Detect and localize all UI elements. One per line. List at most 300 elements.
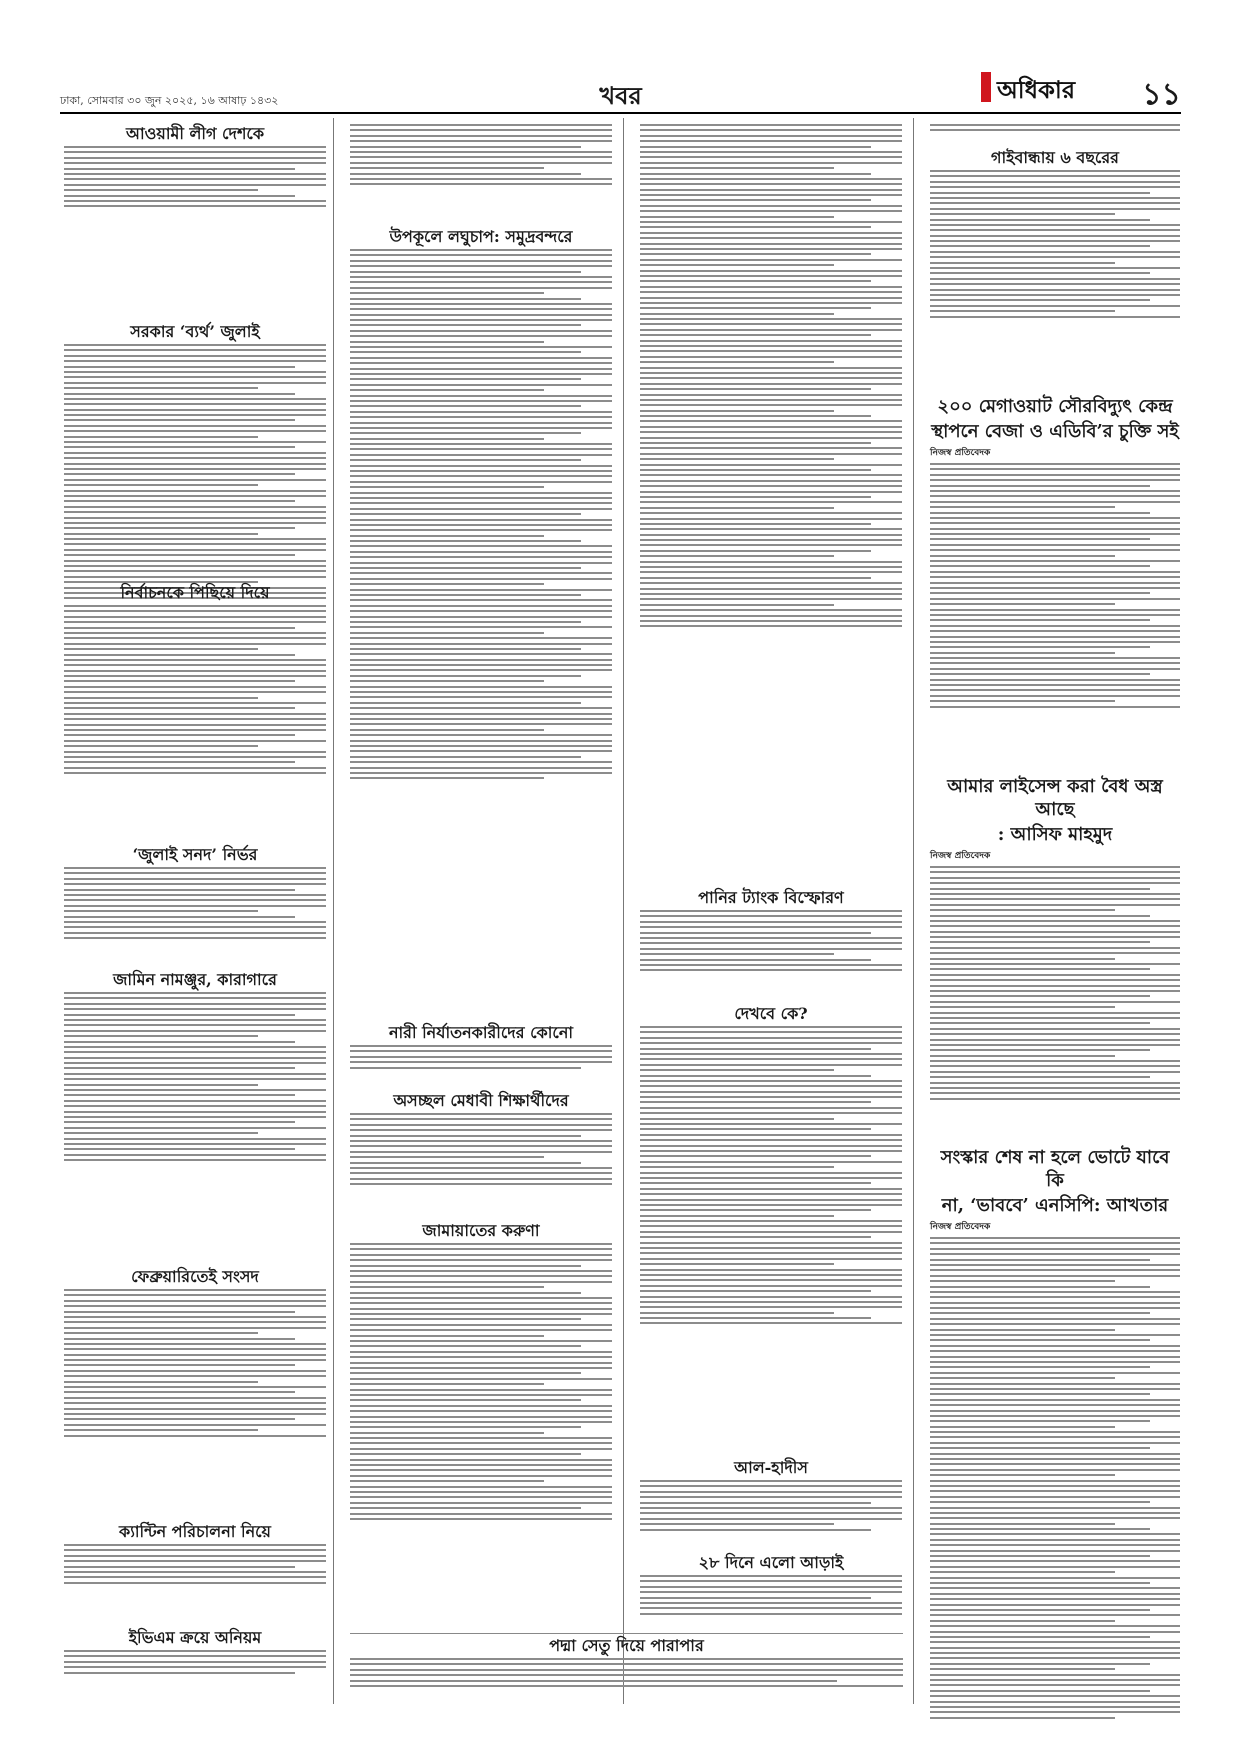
text-line — [930, 463, 1180, 465]
column-divider — [333, 118, 334, 1704]
text-line — [64, 664, 326, 666]
section-title: খবর — [599, 81, 642, 110]
headline: সরকার ‘ব্যর্থ’ জুলাই — [130, 322, 260, 341]
text-line — [350, 502, 612, 504]
text-line — [930, 538, 1150, 540]
text-line — [350, 1421, 612, 1423]
text-line — [930, 1098, 1180, 1100]
text-line — [640, 404, 902, 406]
logo-text: অধিকার — [997, 75, 1076, 104]
text-line — [640, 302, 902, 304]
text-line — [640, 523, 871, 525]
text-line — [640, 388, 871, 390]
text-line — [350, 718, 612, 720]
text-line — [640, 264, 834, 266]
text-line — [350, 723, 612, 725]
text-line — [930, 679, 1180, 681]
text-line — [64, 632, 326, 634]
text-line — [64, 761, 295, 763]
text-line — [350, 129, 612, 131]
article-alhadis — [640, 1458, 902, 1534]
text-line — [350, 519, 612, 521]
text-line — [640, 1480, 902, 1482]
text-line — [350, 583, 544, 585]
article-songskar — [930, 1146, 1180, 1722]
text-line — [640, 1575, 902, 1577]
text-line — [930, 560, 1180, 562]
text-line — [640, 1580, 902, 1582]
text-line — [640, 1306, 902, 1308]
article-sonod — [64, 845, 326, 942]
text-line — [930, 267, 1180, 269]
text-line — [930, 1012, 1180, 1014]
text-line — [64, 500, 295, 502]
text-line — [930, 1539, 1180, 1541]
text-line — [64, 627, 295, 629]
article-license — [930, 775, 1180, 1103]
text-line — [930, 700, 1115, 702]
text-line — [350, 1362, 612, 1364]
text-line — [64, 1566, 295, 1568]
text-line — [930, 283, 1180, 285]
text-line — [930, 1501, 1150, 1503]
text-line — [350, 389, 544, 391]
text-line — [350, 249, 612, 251]
text-line — [64, 1305, 326, 1307]
text-line — [350, 1502, 612, 1504]
text-line — [930, 1544, 1180, 1546]
text-line — [640, 1155, 871, 1157]
text-line — [350, 1151, 612, 1153]
text-line — [930, 995, 1150, 997]
article-sorkar — [64, 322, 326, 603]
text-line — [350, 599, 612, 601]
text-line — [350, 669, 612, 671]
article-body — [350, 1045, 612, 1072]
text-line — [640, 1128, 871, 1130]
text-line — [640, 226, 871, 228]
text-line — [350, 1663, 903, 1665]
text-line — [350, 513, 581, 515]
text-line — [640, 1161, 902, 1163]
text-line — [640, 910, 902, 912]
text-line — [930, 1092, 1180, 1094]
text-line — [350, 1674, 903, 1676]
text-line — [640, 356, 902, 358]
text-line — [930, 1275, 1180, 1277]
text-line — [64, 1348, 326, 1350]
text-line — [930, 1604, 1180, 1606]
text-line — [930, 251, 1180, 253]
text-line — [930, 1383, 1180, 1385]
text-line — [930, 979, 1180, 981]
text-line — [640, 620, 902, 622]
text-line — [930, 468, 1180, 470]
text-line — [640, 501, 902, 503]
text-line — [930, 1555, 1150, 1557]
text-line — [930, 1469, 1180, 1471]
text-line — [930, 533, 1180, 535]
text-line — [640, 248, 902, 250]
text-line — [64, 1424, 326, 1426]
text-line — [350, 653, 612, 655]
text-line — [350, 167, 544, 169]
text-line — [64, 371, 326, 373]
text-line — [64, 366, 295, 368]
text-line — [640, 485, 902, 487]
text-line — [64, 146, 326, 148]
text-line — [350, 1367, 612, 1369]
text-line — [640, 1085, 902, 1087]
text-line — [640, 1166, 834, 1168]
text-line — [640, 1502, 871, 1504]
text-line — [350, 675, 581, 677]
text-line — [64, 403, 326, 405]
text-line — [350, 750, 612, 752]
text-line — [930, 1426, 1115, 1428]
text-line — [350, 540, 581, 542]
text-line — [640, 307, 871, 309]
text-line — [350, 713, 612, 715]
text-line — [350, 772, 612, 774]
text-line — [350, 335, 612, 337]
text-line — [64, 1127, 326, 1129]
text-line — [930, 1717, 1115, 1719]
text-line — [64, 457, 326, 459]
article-nari — [350, 1023, 612, 1072]
article-padma — [350, 1636, 903, 1690]
text-line — [350, 124, 612, 126]
text-line — [930, 888, 1150, 890]
text-line — [64, 382, 326, 384]
article-body — [64, 1544, 326, 1587]
text-line — [930, 1329, 1115, 1331]
text-line — [64, 1650, 326, 1652]
text-line — [640, 512, 902, 514]
text-line — [640, 571, 902, 573]
article-right-lead — [930, 124, 1180, 135]
text-line — [640, 1193, 902, 1195]
text-line — [64, 740, 326, 742]
text-line — [64, 1105, 326, 1107]
article-upokul — [350, 227, 612, 783]
text-line — [350, 1383, 544, 1385]
text-line — [350, 1389, 612, 1391]
text-line — [930, 915, 1150, 917]
text-line — [350, 351, 581, 353]
headline: ২৮ দিনে এলো আড়াই — [698, 1553, 844, 1572]
text-line — [64, 921, 326, 923]
text-line — [350, 1426, 581, 1428]
text-line — [64, 1019, 326, 1021]
text-line — [64, 1041, 295, 1043]
headline: ‘জুলাই সনদ’ নির্ভর — [132, 845, 258, 864]
text-line — [64, 610, 326, 612]
text-line — [930, 310, 1115, 312]
text-line — [640, 1285, 902, 1287]
article-body — [930, 866, 1180, 1103]
text-line — [640, 1529, 871, 1531]
text-line — [930, 1259, 1150, 1261]
text-line — [64, 1544, 326, 1546]
text-line — [640, 420, 902, 422]
text-line — [930, 1361, 1180, 1363]
text-line — [640, 162, 902, 164]
text-line — [930, 603, 1115, 605]
column-divider — [913, 118, 914, 1704]
text-line — [930, 1528, 1150, 1530]
text-line — [350, 357, 612, 359]
text-line — [350, 1329, 612, 1331]
article-nirbachon — [64, 583, 326, 778]
text-line — [350, 470, 612, 472]
text-line — [640, 1263, 834, 1265]
text-line — [930, 170, 1180, 172]
text-line — [350, 276, 612, 278]
text-line — [350, 1156, 544, 1158]
text-line — [640, 469, 871, 471]
text-line — [350, 1491, 612, 1493]
text-line — [64, 517, 326, 519]
text-line — [64, 1100, 326, 1102]
text-line — [64, 463, 326, 465]
text-line — [640, 1290, 871, 1292]
text-line — [930, 1711, 1180, 1713]
text-line — [350, 1351, 612, 1353]
text-line — [640, 167, 834, 169]
text-line — [350, 384, 612, 386]
text-line — [350, 524, 612, 526]
text-line — [640, 437, 902, 439]
text-line — [930, 1291, 1180, 1293]
horizontal-divider — [350, 1633, 903, 1634]
text-line — [930, 1377, 1115, 1379]
text-line — [350, 486, 544, 488]
headline: নারী নির্যাতনকারীদের কোনো — [388, 1023, 574, 1042]
text-line — [930, 974, 1180, 976]
text-line — [930, 625, 1180, 627]
text-line — [640, 340, 902, 342]
text-line — [64, 195, 295, 197]
text-line — [640, 1199, 902, 1201]
text-line — [640, 1058, 902, 1060]
text-line — [930, 1312, 1150, 1314]
text-line — [350, 1248, 612, 1250]
text-line — [64, 409, 326, 411]
text-line — [350, 616, 612, 618]
text-line — [64, 425, 326, 427]
text-line — [640, 1107, 902, 1109]
text-line — [640, 399, 902, 401]
text-line — [350, 1340, 612, 1342]
text-line — [930, 1582, 1150, 1584]
text-line — [350, 529, 612, 531]
text-line — [350, 497, 612, 499]
text-line — [64, 872, 326, 874]
text-line — [930, 1044, 1180, 1046]
text-line — [64, 905, 326, 907]
text-line — [350, 405, 581, 407]
article-body — [640, 1575, 902, 1618]
text-line — [930, 565, 1150, 567]
newspaper-logo — [981, 68, 1111, 108]
text-line — [350, 395, 612, 397]
text-line — [640, 1512, 902, 1514]
text-line — [930, 958, 1115, 960]
text-line — [640, 1322, 902, 1324]
text-line — [640, 921, 902, 923]
text-line — [640, 221, 902, 223]
text-line — [930, 695, 1180, 697]
text-line — [930, 1350, 1180, 1352]
text-line — [350, 271, 581, 273]
text-line — [930, 289, 1180, 291]
text-line — [64, 570, 326, 572]
article-body — [350, 1658, 903, 1690]
text-line — [64, 173, 326, 175]
text-line — [640, 1602, 902, 1604]
text-line — [64, 349, 326, 351]
text-line — [64, 1014, 295, 1016]
text-line — [64, 1391, 295, 1393]
text-line — [930, 256, 1180, 258]
text-line — [930, 1566, 1180, 1568]
text-line — [350, 1432, 544, 1434]
text-line — [350, 632, 544, 634]
headline-line2: না, ‘ভাববে’ এনসিপি: আখতার — [941, 1195, 1169, 1216]
text-line — [350, 567, 581, 569]
text-line — [350, 292, 544, 294]
text-line — [930, 1366, 1150, 1368]
text-line — [640, 253, 871, 255]
text-line — [930, 1674, 1180, 1676]
text-line — [930, 278, 1180, 280]
text-line — [64, 1057, 326, 1059]
text-line — [64, 1381, 258, 1383]
text-line — [640, 318, 902, 320]
text-line — [64, 419, 295, 421]
text-line — [350, 1680, 837, 1682]
text-line — [930, 1404, 1180, 1406]
article-body — [64, 605, 326, 778]
text-line — [64, 702, 326, 704]
text-line — [640, 237, 902, 239]
text-line — [640, 426, 902, 428]
article-body — [640, 910, 902, 975]
text-line — [350, 368, 612, 370]
text-line — [640, 942, 902, 944]
text-line — [350, 465, 612, 467]
text-line — [64, 1354, 326, 1356]
text-line — [64, 376, 326, 378]
article-awami — [64, 124, 326, 211]
text-line — [640, 1091, 902, 1093]
text-line — [350, 556, 612, 558]
text-line — [64, 1051, 326, 1053]
text-line — [640, 1209, 871, 1211]
headline: উপকূলে লঘুচাপ: সমুদ্রবন্দরে — [389, 227, 573, 246]
text-line — [640, 394, 902, 396]
text-line — [350, 1399, 581, 1401]
text-line — [930, 305, 1180, 307]
text-line — [930, 1372, 1180, 1374]
text-line — [350, 767, 612, 769]
text-line — [350, 1265, 581, 1267]
text-line — [350, 691, 612, 693]
text-line — [640, 216, 834, 218]
text-line — [64, 697, 258, 699]
text-line — [640, 1215, 834, 1217]
text-line — [640, 1204, 902, 1206]
text-line — [930, 1022, 1150, 1024]
text-line — [930, 1345, 1180, 1347]
text-line — [930, 1017, 1180, 1019]
text-line — [930, 1701, 1180, 1703]
text-line — [930, 1550, 1180, 1552]
text-line — [640, 1177, 902, 1179]
text-line — [64, 1555, 326, 1557]
headline-line1: ২০০ মেগাওয়াট সৌরবিদ্যুৎ কেন্দ্র — [937, 396, 1173, 417]
text-line — [930, 1663, 1150, 1665]
text-line — [350, 146, 581, 148]
text-line — [350, 1178, 612, 1180]
article-february — [64, 1267, 326, 1440]
text-line — [350, 427, 612, 429]
text-line — [350, 1140, 612, 1142]
text-line — [64, 899, 326, 901]
text-line — [64, 729, 326, 731]
headline: অসচ্ছল মেধাবী শিক্ষার্থীদের — [393, 1091, 569, 1110]
text-line — [350, 416, 612, 418]
text-line — [64, 490, 326, 492]
text-line — [350, 1318, 581, 1320]
text-line — [640, 194, 902, 196]
text-line — [350, 643, 612, 645]
text-line — [930, 490, 1180, 492]
text-line — [64, 387, 258, 389]
text-line — [930, 636, 1180, 638]
text-line — [350, 761, 612, 763]
text-line — [640, 135, 902, 137]
text-line — [350, 265, 612, 267]
text-line — [64, 1327, 326, 1329]
text-line — [930, 925, 1180, 927]
text-line — [64, 1332, 258, 1334]
article-body — [64, 146, 326, 211]
text-line — [350, 254, 612, 256]
text-line — [930, 495, 1180, 497]
text-line — [350, 1113, 612, 1115]
text-line — [930, 576, 1180, 578]
text-line — [350, 610, 612, 612]
text-line — [930, 1307, 1180, 1309]
text-line — [350, 1356, 612, 1358]
text-line — [350, 1496, 612, 1498]
text-line — [64, 1294, 326, 1296]
text-line — [930, 1641, 1180, 1643]
text-line — [64, 452, 326, 454]
text-line — [930, 1339, 1150, 1341]
text-line — [930, 1248, 1180, 1250]
text-line — [640, 377, 902, 379]
text-line — [640, 259, 902, 261]
text-line — [930, 968, 1150, 970]
text-line — [64, 1289, 326, 1291]
text-line — [640, 625, 902, 627]
text-line — [64, 543, 326, 545]
text-line — [64, 932, 326, 934]
text-line — [64, 538, 326, 540]
